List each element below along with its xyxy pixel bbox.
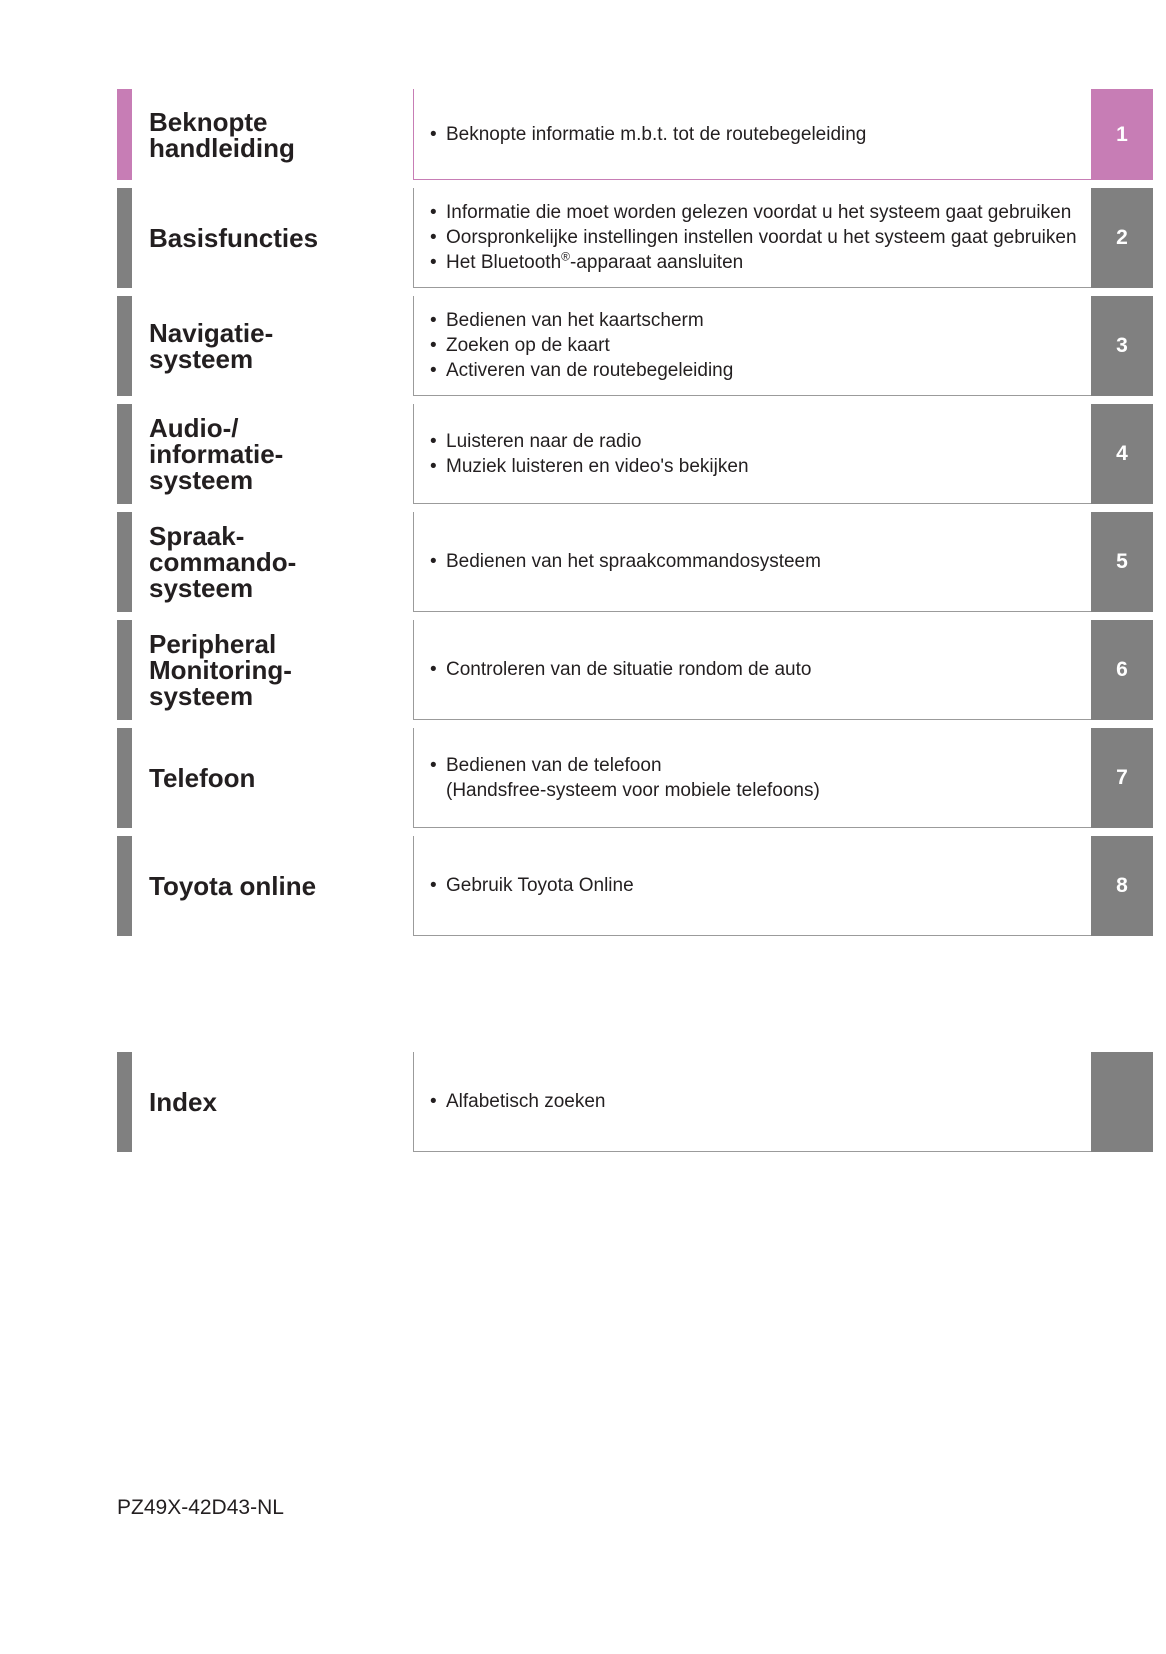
index-title: Index — [149, 1087, 217, 1117]
section-number-tab[interactable]: 5 — [1091, 512, 1153, 612]
section-item-text: Bedienen van de telefoon — [446, 754, 662, 776]
section-title: Toyota online — [149, 871, 317, 901]
section-item: • Gebruik Toyota Online — [430, 873, 634, 898]
section-color-bar — [117, 404, 132, 504]
section-color-bar — [117, 188, 132, 288]
section-item: • Informatie die moet worden gelezen voordat u het systeem gaat gebruiken — [430, 200, 1077, 225]
section-title: Navigatie- systeem — [149, 318, 274, 374]
section-item: • Luisteren naar de radio — [430, 429, 749, 454]
bluetooth-prefix: Het Bluetooth — [446, 252, 562, 273]
section-title: Spraak- commando- systeem — [149, 521, 297, 603]
index-content-box — [413, 1052, 1091, 1152]
section-row-7[interactable] — [117, 728, 1153, 828]
section-color-bar — [117, 836, 132, 936]
section-color-bar — [117, 89, 132, 180]
section-item-continuation: (Handsfree-systeem voor mobiele telefoons) — [446, 779, 820, 801]
section-row-3[interactable] — [117, 296, 1153, 396]
section-row-5[interactable] — [117, 512, 1153, 612]
section-item: • Oorspronkelijke instellingen instellen voordat u het systeem gaat gebruiken — [430, 225, 1077, 250]
section-title: Basisfuncties — [149, 223, 319, 253]
section-content-box — [413, 296, 1091, 396]
section-color-bar — [117, 1052, 132, 1152]
section-item: • Activeren van de routebegeleiding — [430, 358, 733, 383]
section-row-2[interactable] — [117, 188, 1153, 288]
section-item — [430, 250, 1077, 275]
section-item: • Bedienen van het spraakcommandosysteem — [430, 549, 821, 574]
section-title: Peripheral Monitoring- systeem — [149, 629, 292, 711]
section-number-tab[interactable]: 2 — [1091, 188, 1153, 288]
section-item — [430, 753, 820, 803]
section-number-tab[interactable]: 7 — [1091, 728, 1153, 828]
section-content-box — [413, 728, 1091, 828]
section-content-box — [413, 512, 1091, 612]
index-row[interactable] — [117, 1052, 1153, 1152]
section-item: • Beknopte informatie m.b.t. tot de routebegeleiding — [430, 122, 866, 147]
section-title: Beknopte handleiding — [149, 106, 295, 163]
section-color-bar — [117, 512, 132, 612]
section-color-bar — [117, 620, 132, 720]
section-item: • Zoeken op de kaart — [430, 333, 733, 358]
section-title: Telefoon — [149, 763, 256, 793]
section-number-tab[interactable]: 1 — [1091, 89, 1153, 180]
section-row-4[interactable] — [117, 404, 1153, 504]
section-number-tab[interactable]: 6 — [1091, 620, 1153, 720]
section-content-box — [413, 404, 1091, 504]
section-item: • Muziek luisteren en video's bekijken — [430, 454, 749, 479]
section-color-bar — [117, 728, 132, 828]
section-number-tab[interactable]: 4 — [1091, 404, 1153, 504]
registered-mark: ® — [561, 249, 570, 264]
section-content-box — [413, 89, 1091, 180]
section-item: • Controleren van de situatie rondom de auto — [430, 657, 811, 682]
section-color-bar — [117, 296, 132, 396]
index-item: • Alfabetisch zoeken — [430, 1089, 606, 1114]
section-content-box — [413, 836, 1091, 936]
document-code: PZ49X-42D43-NL — [117, 1496, 284, 1519]
section-row-6[interactable] — [117, 620, 1153, 720]
section-number-tab[interactable]: 3 — [1091, 296, 1153, 396]
index-tab[interactable] — [1091, 1052, 1153, 1152]
bluetooth-suffix: -apparaat aansluiten — [569, 252, 744, 273]
section-number-tab[interactable]: 8 — [1091, 836, 1153, 936]
section-row-1[interactable] — [117, 89, 1153, 180]
section-title: Audio-/ informatie- systeem — [149, 413, 284, 495]
section-content-box — [413, 188, 1091, 288]
section-item: • Bedienen van het kaartscherm — [430, 308, 733, 333]
section-content-box — [413, 620, 1091, 720]
section-row-8[interactable] — [117, 836, 1153, 936]
